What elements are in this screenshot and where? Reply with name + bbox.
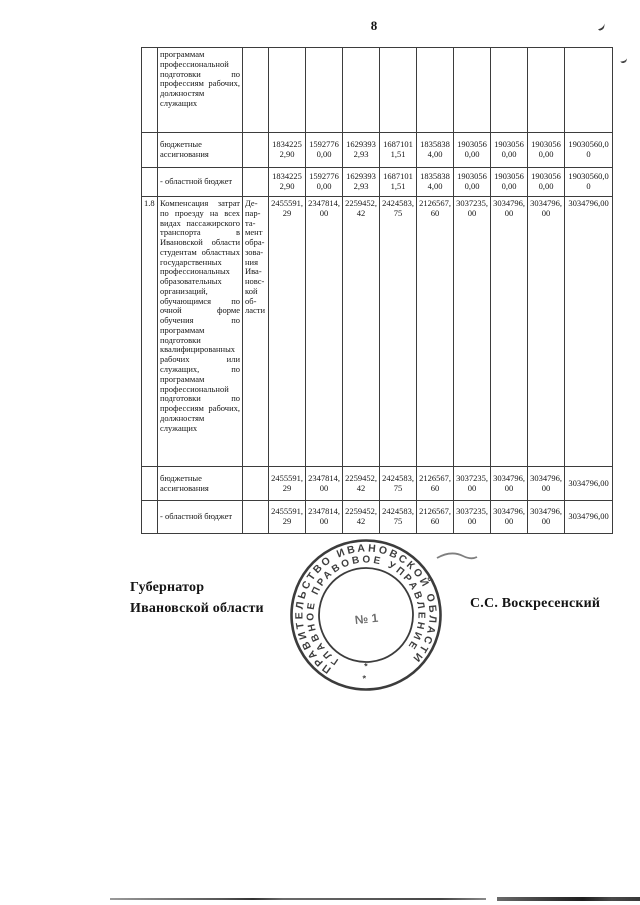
value-cell <box>454 48 491 133</box>
budget-table <box>141 47 613 534</box>
value-cell: 19030560,00 <box>565 133 613 168</box>
value-cell <box>417 48 454 133</box>
table-row <box>142 133 613 168</box>
value-cell: 2455591,29 <box>269 467 306 501</box>
value-cell: 3034796,00 <box>491 501 528 534</box>
value-cell: 2424583,75 <box>380 467 417 501</box>
row-number-cell <box>142 133 158 168</box>
value-cell: 16871011,51 <box>380 168 417 197</box>
row-number-cell <box>142 467 158 501</box>
value-cell <box>380 48 417 133</box>
table-row <box>142 501 613 534</box>
value-cell: 16293932,93 <box>343 133 380 168</box>
value-cell <box>491 48 528 133</box>
stamp-inner-text: ГЛАВНОЕ ПРАВОВОЕ УПРАВЛЕНИЕ <box>305 554 427 667</box>
value-cell: 3037235,00 <box>454 197 491 467</box>
value-cell: 2455591,29 <box>269 197 306 467</box>
stamp-outer-text: ПРАВИТЕЛЬСТВО ИВАНОВСКОЙ ОБЛАСТИ <box>293 542 439 676</box>
value-cell: 19030560,00 <box>454 168 491 197</box>
value-cell: 19030560,00 <box>491 133 528 168</box>
value-cell: 19030560,00 <box>491 168 528 197</box>
stamp-ink-smear <box>437 553 477 558</box>
value-cell: 3034796,00 <box>528 501 565 534</box>
value-cell: 19030560,00 <box>528 133 565 168</box>
value-cell: 2347814,00 <box>306 197 343 467</box>
value-cell: 15927760,00 <box>306 133 343 168</box>
row-number-cell <box>142 168 158 197</box>
value-cell: 18358384,00 <box>417 168 454 197</box>
value-cell: 3037235,00 <box>454 501 491 534</box>
value-cell: 15927760,00 <box>306 168 343 197</box>
value-cell: 16871011,51 <box>380 133 417 168</box>
table-row <box>142 197 613 467</box>
table-row <box>142 467 613 501</box>
value-cell: 2347814,00 <box>306 501 343 534</box>
executor-cell <box>243 48 269 133</box>
value-cell: 3034796,00 <box>565 467 613 501</box>
executor-cell <box>243 467 269 501</box>
value-cell: 3034796,00 <box>491 197 528 467</box>
program-name-cell: - областной бюджет <box>158 501 243 534</box>
executor-cell <box>243 501 269 534</box>
table-row <box>142 48 613 133</box>
value-cell: 2126567,60 <box>417 467 454 501</box>
executor-cell <box>243 133 269 168</box>
value-cell <box>343 48 380 133</box>
signature-block-title <box>130 577 264 619</box>
value-cell: 18342252,90 <box>269 168 306 197</box>
table-row <box>142 168 613 197</box>
value-cell: 2424583,75 <box>380 197 417 467</box>
value-cell <box>269 48 306 133</box>
value-cell <box>528 48 565 133</box>
value-cell: 2259452,42 <box>343 467 380 501</box>
value-cell: 2424583,75 <box>380 501 417 534</box>
value-cell: 18342252,90 <box>269 133 306 168</box>
value-cell <box>306 48 343 133</box>
governor-name: С.С. Воскресенский <box>470 596 601 611</box>
value-cell: 2347814,00 <box>306 467 343 501</box>
value-cell: 2259452,42 <box>343 501 380 534</box>
program-name-cell: - областной бюджет <box>158 168 243 197</box>
value-cell: 3034796,00 <box>528 467 565 501</box>
value-cell: 19030560,00 <box>454 133 491 168</box>
value-cell: 3034796,00 <box>528 197 565 467</box>
executor-cell: Департамент образования Ивановской области <box>243 197 269 467</box>
value-cell: 18358384,00 <box>417 133 454 168</box>
stamp-star-outer: * <box>362 673 367 684</box>
value-cell: 2126567,60 <box>417 197 454 467</box>
program-name-cell: программам профессиональной подготовки по профессиям рабочих, должностям служащих <box>158 48 243 133</box>
governor-title-line1: Губернатор <box>130 580 205 595</box>
value-cell: 2259452,42 <box>343 197 380 467</box>
value-cell <box>565 48 613 133</box>
value-cell: 19030560,00 <box>528 168 565 197</box>
scan-line-bottom-left <box>110 898 486 900</box>
value-cell: 19030560,00 <box>565 168 613 197</box>
value-cell: 3034796,00 <box>565 197 613 467</box>
scan-artifact-top-1 <box>596 21 607 32</box>
value-cell: 2126567,60 <box>417 501 454 534</box>
stamp-center-text: № 1 <box>354 610 379 628</box>
official-stamp <box>287 536 445 694</box>
page-number: 8 <box>370 18 378 33</box>
row-number-cell: 1.8 <box>142 197 158 467</box>
value-cell: 3034796,00 <box>565 501 613 534</box>
executor-cell <box>243 168 269 197</box>
value-cell: 2455591,29 <box>269 501 306 534</box>
program-name-cell: Компенсация затрат по проезду на всех видах пассажирского транспорта в Ивановской области студентам областных государственных профессиональных образовательных организаций, обучающимся по очной форме обучения по программам подготовки квалифицированных рабочих или служащих, по программам профессиональной подготовки по профессиям рабочих, должностям служащих <box>158 197 243 467</box>
program-name-cell: бюджетные ассигнования <box>158 133 243 168</box>
value-cell: 16293932,93 <box>343 168 380 197</box>
scan-artifact-top-2 <box>619 55 628 64</box>
value-cell: 3034796,00 <box>491 467 528 501</box>
governor-title-line2: Ивановской области <box>130 601 264 616</box>
row-number-cell <box>142 501 158 534</box>
stamp-star-inner: * <box>363 661 369 672</box>
value-cell: 3037235,00 <box>454 467 491 501</box>
row-number-cell <box>142 48 158 133</box>
scan-line-bottom-right <box>497 897 640 901</box>
program-name-cell: бюджетные ассигнования <box>158 467 243 501</box>
